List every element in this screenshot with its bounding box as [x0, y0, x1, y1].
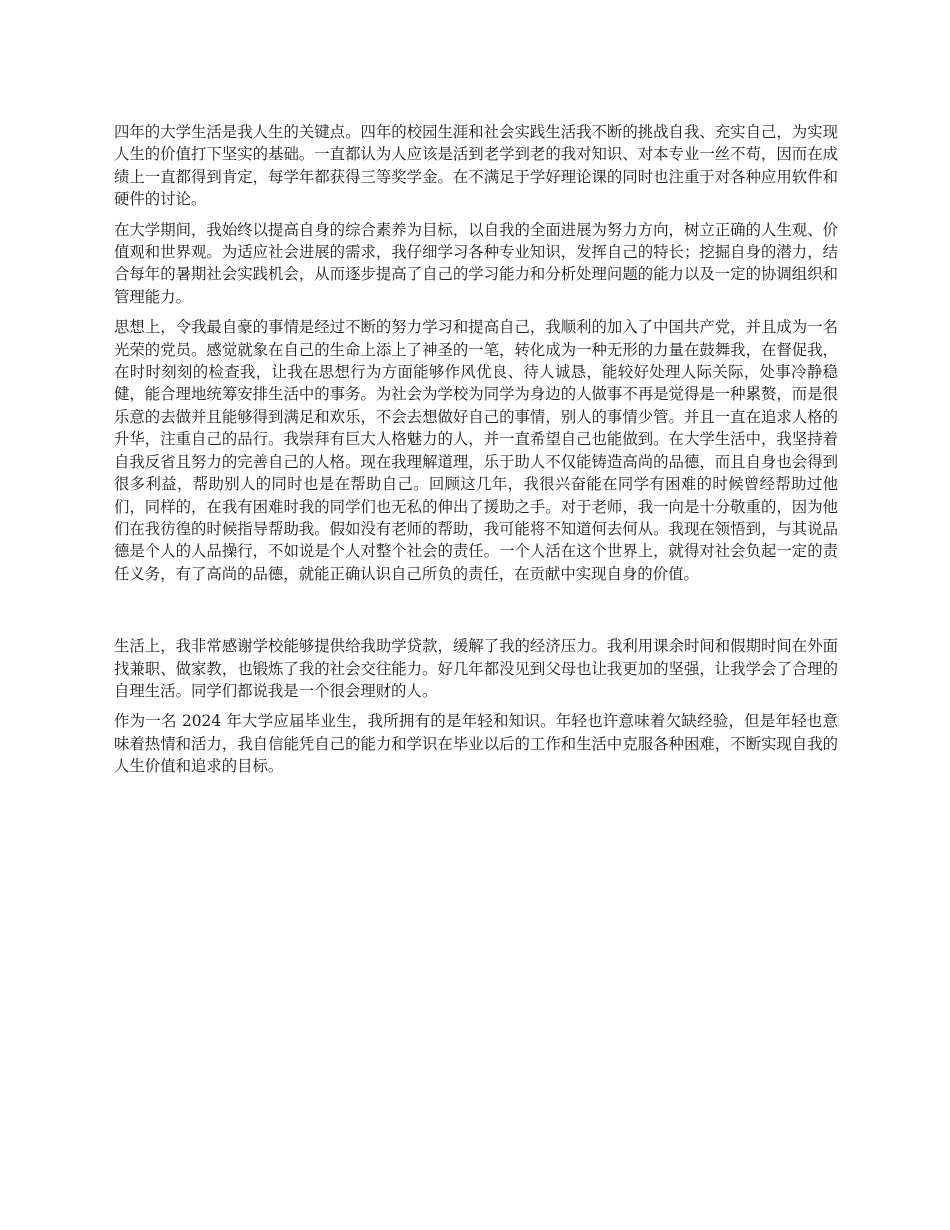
paragraph-life: 生活上，我非常感谢学校能够提供给我助学贷款，缓解了我的经济压力。我利用课余时间和假期时间在外面找兼职、做家教，也锻炼了我的社会交往能力。好几年都没见到父母也让我更加的坚强，让我学会了合理的自理生活。同学们都说我是一个很会理财的人。	[114, 637, 838, 700]
paragraph-university: 在大学期间，我始终以提高自身的综合素养为目标，以自我的全面进展为努力方向，树立正确的人生观、价值观和世界观。为适应社会进展的需求，我仔细学习各种专业知识，发挥自己的特长；挖掘自身的潜力，结合每年的暑期社会实践机会，从而逐步提高了自己的学习能力和分析处理问题的能力以及一定的协调组织和管理能力。	[114, 220, 838, 306]
paragraph-academic: 四年的大学生活是我人生的关键点。四年的校园生涯和社会实践生活我不断的挑战自我、充实自己，为实现人生的价值打下坚实的基础。一直都认为人应该是活到老学到老的我对知识、对本专业一丝不苟，因而在成绩上一直都得到肯定，每学年都获得三等奖学金。在不满足于学好理论课的同时也注重于对各种应用软件和硬件的讨论。	[114, 123, 838, 209]
paragraph-conclusion: 作为一名 2024 年大学应届毕业生，我所拥有的是年轻和知识。年轻也许意味着欠缺经验，但是年轻也意味着热情和活力，我自信能凭自己的能力和学识在毕业以后的工作和生活中克服各种困难，不断实现自我的人生价值和追求的目标。	[114, 712, 838, 776]
document-body	[114, 121, 838, 786]
paragraph-ideology: 思想上，令我最自豪的事情是经过不断的努力学习和提高自己，我顺利的加入了中国共产党，并且成为一名光荣的党员。感觉就象在自己的生命上添上了神圣的一笔，转化成为一种无形的力量在鼓舞我，在督促我，在时时刻刻的检查我，让我在思想行为方面能够作风优良、待人诚恳，能较好处理人际关际，处事冷静稳健，能合理地统筹安排生活中的事务。为社会为学校为同学为身边的人做事不再是觉得是一种累赘，而是很乐意的去做并且能够得到满足和欢乐，不会去想做好自己的事情，别人的事情少管。并且一直在追求人格的升华，注重自己的品行。我崇拜有巨大人格魅力的人，并一直希望自己也能做到。在大学生活中，我坚持着自我反省且努力的完善自己的人格。现在我理解道理，乐于助人不仅能铸造高尚的品德，而且自身也会得到很多利益，帮助别人的同时也是在帮助自己。回顾这几年，我很兴奋能在同学有困难的时候曾经帮助过他们，同样的，在我有困难时我的同学们也无私的伸出了援助之手。对于老师，我一向是十分敬重的，因为他们在我彷徨的时候指导帮助我。假如没有老师的帮助，我可能将不知道何去何从。我现在领悟到，与其说品德是个人的人品操行，不如说是个人对整个社会的责任。一个人活在这个世界上，就得对社会负起一定的责任义务，有了高尚的品德，就能正确认识自己所负的责任，在贡献中实现自身的价值。	[114, 318, 838, 583]
